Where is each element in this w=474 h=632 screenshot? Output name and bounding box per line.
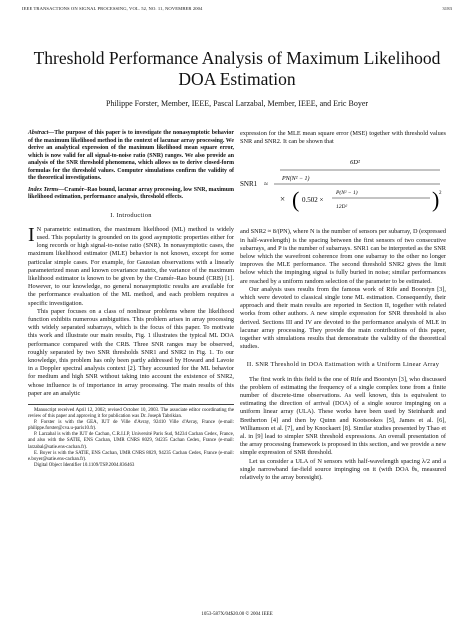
- copyright-footer: 1053-587X/04$20.00 © 2004 IEEE: [201, 612, 273, 617]
- page-number: 3183: [442, 6, 452, 11]
- index-terms: [28, 187, 234, 202]
- svg-text:PN(N² − 1): PN(N² − 1): [282, 176, 310, 183]
- section-2-heading: II. SNR Threshold in DOA Estimation with a Uniform Linear Array: [246, 361, 440, 369]
- svg-text:×: ×: [280, 194, 286, 205]
- abstract-lead: Abstract—: [28, 130, 55, 136]
- section2-p2: Let us consider a ULA of N sensors with half-wavelength spacing λ/2 and a single narrowband far-field source impinging on it (with DOA θs, measured relatively to the array boresight).: [240, 457, 446, 482]
- equation-lhs: SNR1: [240, 180, 258, 189]
- footnote-forster: P. Forster is with the GEA, IUT de Ville d'Avray, 92410 Ville d'Avray, France (e-mail: philippe.forster@cva.u-paris10.fr).: [28, 420, 234, 432]
- intro-paragraph-1: [28, 223, 234, 308]
- author-line: Philippe Forster, Member, IEEE, Pascal Larzabal, Member, IEEE, and Eric Boyer: [105, 99, 369, 108]
- section2-p1: The first work in this field is the one of Rife and Boorstyn [3], who discussed the problem of estimating the frequency of a single complex tone from a finite number of discrete-time observations. As well known, this is equivalent to estimating the direction of arrival (DOA) of a single source impinging on a uniform linear array (ULA). These works have been used by Steinhardt and Bretherton [4] and then by Quinn and Kootsookos [5], James et al. [6], Williamson et al. [7], and by Knockaert [8]. Similar studies presented by Thao et al. in [9] lead to simpler SNR threshold expressions. An overall presentation of the array processing framework is proposed in this section, and we provide a new simple expression of SNR threshold.: [240, 375, 446, 457]
- svg-text:2: 2: [439, 191, 442, 197]
- right-p3: Our analysis uses results from the famous work of Rife and Boorstyn [3], which were devoted to classical single tone ML estimation. Consequently, their approach and their main results are reported in Section II, together with related works from other authors. A new simple expression for SNR threshold is also derived. Sections III and IV are devoted to the performance analysis of MLE in lacunar array processing. They provide the main contributions of this paper, together with simulations results that demonstrate the validity of the theoretical studies.: [240, 285, 446, 351]
- footnote-larzabal: P. Larzabal is with the IUT de Cachan, C.R.I.I.P, Université Paris Sud, 94234 Cachan Cedex, France, and also with the SATIE, ENS Cachan, UMR CNRS 8029, 94235 Cachan Cedex, France (e-mail: larzabal@satie.ens-cachan.fr).: [28, 432, 234, 450]
- right-p1: expression for the MLE mean square error (MSE) together with threshold values SNR and SNR2. It can be shown that: [240, 130, 446, 146]
- svg-text:12D²: 12D²: [336, 204, 348, 211]
- right-p2: and SNR2 ≈ 8/(PN), where N is the number of sensors per subarray, D (expressed in half-wavelength) is the spacing between the first sensors of two consecutive subarrays, and P is the number of subarrays. SNR1 can be interpreted as the SNR below which the wavefront coherence from one subarray to the other no longer improves the MLE performance. The second threshold SNR2 gives the limit below which the impinging signal is fully buried in noise; similar performances are reached by a uniform random selection of the parameter to be estimated.: [240, 228, 446, 285]
- footnote-boyer: E. Boyer is with the SATIE, ENS Cachan, UMR CNRS 8029, 94235 Cachan Cedex, France (e-mail: e.boyer@satie.ens-cachan.fr).: [28, 450, 234, 462]
- footnote-doi: Digital Object Identifier 10.1109/TSP.2004.836463: [34, 462, 135, 468]
- right-column: [240, 130, 446, 482]
- abstract-text: The purpose of this paper is to investigate the nonasymptotic behavior of the maximum likelihood method in the context of lacunar array processing. We derive an analytical expression of the maximum likelihood mean square error, which is now valid for all signal-to-noise ratio (SNR) ranges. We also provide an analysis of the SNR threshold phenomena, which allows us to derive closed-form formulas for the threshold values. Computer simulations confirm the validity of the theoretical investigations.: [28, 130, 234, 181]
- abstract: [28, 130, 234, 183]
- equation-figure: [240, 150, 446, 224]
- svg-text:≈: ≈: [264, 180, 268, 189]
- svg-text:): ): [432, 187, 440, 213]
- left-column: [28, 130, 234, 469]
- running-head: [22, 6, 452, 11]
- svg-text:6D²: 6D²: [350, 159, 360, 167]
- journal-line: IEEE TRANSACTIONS ON SIGNAL PROCESSING, VOL. 52, NO. 11, NOVEMBER 2004: [22, 6, 203, 11]
- footnote-manuscript: Manuscript received April 12, 2002; revised October 10, 2003. The associate editor coordinating the review of this paper and approving it for publication was Dr. Joseph Tabrikian.: [28, 407, 234, 420]
- svg-text:(: (: [292, 187, 300, 213]
- footnotes: [28, 404, 234, 469]
- drop-cap: I: [28, 223, 35, 246]
- section-1-heading: I. Introduction: [110, 211, 152, 219]
- index-terms-text: Cramér–Rao bound, lacunar array processing, low SNR, maximum likelihood estimation, performance analysis, threshold effects.: [28, 186, 234, 200]
- snr1-equation: [240, 150, 446, 224]
- paper-title: Threshold Performance Analysis of Maximum Likelihood DOA Estimation: [33, 48, 441, 89]
- svg-text:0.502 ×: 0.502 ×: [302, 196, 324, 205]
- intro-paragraph-2: This paper focuses on a class of nonlinear problems where the likelihood function exhibits numerous ambiguities. This problem arises in array processing with widely separated subarrays, which is the focus of this paper. To motivate this work and illustrate our main results, Fig. 1 illustrates the typical ML DOA performance compared with the CRB. Three SNR ranges may be observed, roughly separated by two SNR thresholds SNR1 and SNR2 in Fig. 1. To our knowledge, this problem has only been partly addressed by Howard and Lavoie in a Doppler spectral analysis context [2]. They accounted for the ML behavior for medium and high SNR without taking into account the existence of SNR2, whose influence is of importance in array processing. The main results of this paper are an analytic: [28, 307, 234, 397]
- intro-p1-text: N parametric estimation, the maximum likelihood (ML) method is widely used. This popularity is grounded on its good asymptotic properties either for long records or high signal-to-noise ratio (SNR). In nonasymptotic cases, the maximum likelihood estimator (MLE) behavior is not known, except for some particular simple cases. For example, for Gaussian observations with a linearly parameterized mean and known covariance matrix, the variance of the maximum likelihood estimator is known to be given by the Cramér–Rao bound (CRB) [1]. However, to our knowledge, no general nonasymptotic results are available for the performance evaluation of the ML method, and each problem requires a specific investigation.: [28, 225, 234, 307]
- index-terms-lead: Index Terms—: [28, 186, 65, 193]
- svg-text:P(N² − 1): P(N² − 1): [336, 190, 358, 197]
